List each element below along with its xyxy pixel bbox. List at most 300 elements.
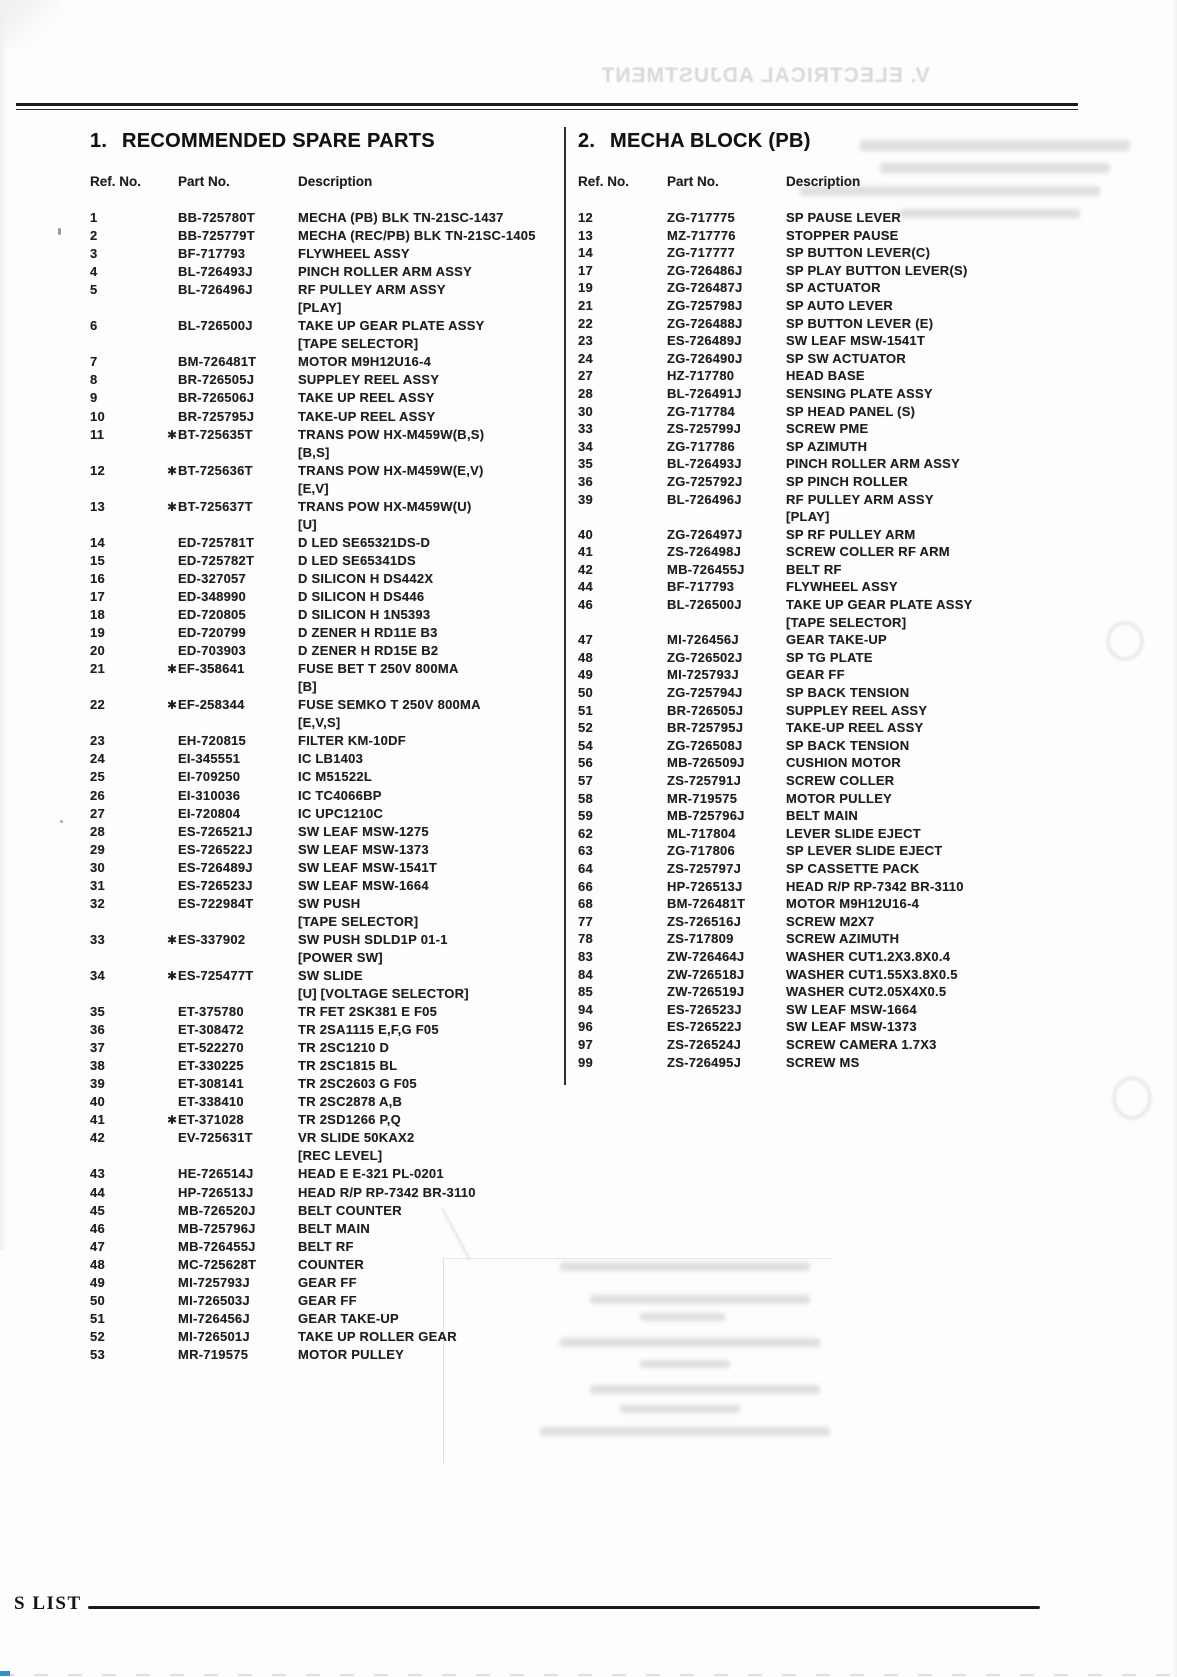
part-no-cell: ZG-726508J xyxy=(667,737,743,753)
part-no-cell: MI-725793J xyxy=(178,1274,250,1290)
part-no-cell: BL-726491J xyxy=(667,385,742,401)
ref-no-cell xyxy=(578,614,667,632)
description-cell: LEVER SLIDE EJECT xyxy=(786,825,921,841)
part-no-cell: ZS-726498J xyxy=(667,544,742,560)
description-cell: SP PAUSE LEVER xyxy=(786,210,901,225)
table-row xyxy=(578,332,1138,350)
ref-no-cell: 8 xyxy=(90,372,98,388)
table-row-continuation xyxy=(90,678,540,696)
part-no-cell: ES-722984T xyxy=(178,895,254,911)
table-row xyxy=(578,930,1138,948)
description-cell: CUSHION MOTOR xyxy=(786,755,901,771)
ref-no-cell: 33 xyxy=(90,931,105,947)
table-row xyxy=(90,353,540,371)
ref-no-cell: 20 xyxy=(90,643,105,659)
description-cell: IC TC4066BP xyxy=(298,787,382,803)
ref-no-cell: 77 xyxy=(578,913,593,929)
ref-no-cell: 4 xyxy=(90,264,98,280)
table-row xyxy=(578,455,1138,473)
part-no-cell: BR-726505J xyxy=(178,372,255,388)
part-no-cell: BL-726493J xyxy=(178,264,253,280)
ref-no-cell: 45 xyxy=(90,1202,105,1218)
table-row xyxy=(90,660,540,678)
description-cell: WASHER CUT1.2X3.8X0.4 xyxy=(786,948,951,964)
ref-no-cell xyxy=(90,1147,178,1165)
description-cell: GEAR FF xyxy=(786,667,845,683)
description-cell: SCREW COLLER xyxy=(786,773,895,788)
table-row xyxy=(90,1057,540,1075)
ref-no-cell: 22 xyxy=(578,315,593,331)
description-cell: TR 2SC1210 D xyxy=(298,1040,390,1056)
table-row xyxy=(578,491,1138,509)
table-row xyxy=(578,297,1138,315)
table-row-continuation xyxy=(90,913,540,931)
ref-no-cell: 17 xyxy=(578,262,593,278)
part-no-cell: ED-327057 xyxy=(178,570,247,586)
ref-no-cell: 26 xyxy=(90,787,105,803)
table-row xyxy=(578,209,1138,227)
part-no-cell: ES-726521J xyxy=(178,823,253,839)
ref-no-cell: 42 xyxy=(578,561,593,577)
ref-no-cell: 9 xyxy=(90,390,98,406)
part-no-cell xyxy=(178,516,298,534)
ref-no-cell: 49 xyxy=(578,667,593,683)
part-no-cell xyxy=(178,985,298,1003)
description-cell: SP BACK TENSION xyxy=(786,737,910,753)
table-row xyxy=(578,1054,1138,1072)
section-title xyxy=(578,130,1138,153)
part-no-cell: ED-725781T xyxy=(178,534,255,550)
table-row xyxy=(578,350,1138,368)
ref-no-cell: 19 xyxy=(578,280,593,296)
bleedthrough-smudge xyxy=(590,1385,820,1394)
table-header xyxy=(578,174,1138,192)
description-cell: IC UPC1210C xyxy=(298,805,384,821)
part-no-cell: BB-725779T xyxy=(178,228,255,244)
column-header-description: Description xyxy=(298,174,373,189)
table-row xyxy=(90,1075,540,1093)
part-no-cell: ET-308472 xyxy=(178,1022,244,1038)
ref-no-cell: 48 xyxy=(90,1256,105,1272)
description-cell: TAKE UP ROLLER GEAR xyxy=(298,1328,457,1344)
part-no-cell: ZG-726486J xyxy=(667,262,743,278)
part-no-cell: BM-726481T xyxy=(178,354,257,370)
description-cell: SP TG PLATE xyxy=(786,649,873,665)
part-no-cell xyxy=(178,480,298,498)
table-row xyxy=(578,895,1138,913)
part-no-cell: ZG-725798J xyxy=(667,297,743,313)
part-no-cell: ZG-725792J xyxy=(667,473,743,489)
table-row xyxy=(90,462,540,480)
ref-no-cell: 53 xyxy=(90,1346,105,1362)
critical-part-asterisk: ✱ xyxy=(167,932,178,947)
table-row xyxy=(90,371,540,389)
ref-no-cell: 39 xyxy=(90,1076,105,1092)
ref-no-cell xyxy=(90,678,178,696)
ref-no-cell: 2 xyxy=(90,228,98,244)
ref-no-cell: 43 xyxy=(90,1166,105,1182)
ref-no-cell: 6 xyxy=(90,318,98,334)
critical-part-asterisk: ✱ xyxy=(167,427,178,442)
description-cell: TRANS POW HX-M459W(E,V) xyxy=(298,462,484,478)
ref-no-cell: 58 xyxy=(578,790,593,806)
critical-part-asterisk: ✱ xyxy=(167,662,178,677)
ref-no-cell: 28 xyxy=(578,385,593,401)
table-row xyxy=(90,408,540,426)
description-cell: SCREW MS xyxy=(786,1054,860,1070)
ref-no-cell: 37 xyxy=(90,1040,105,1056)
bleedthrough-smudge xyxy=(540,1427,830,1436)
description-cell: TAKE UP GEAR PLATE ASSY xyxy=(298,318,485,334)
description-cell: [U] [VOLTAGE SELECTOR] xyxy=(298,986,469,1002)
table-row-continuation xyxy=(90,985,540,1003)
ref-no-cell: 12 xyxy=(578,210,593,225)
description-cell: TR 2SC2603 G F05 xyxy=(298,1076,417,1092)
critical-part-asterisk: ✱ xyxy=(167,1113,178,1128)
ref-no-cell xyxy=(90,913,178,931)
ref-no-cell: 22 xyxy=(90,697,105,713)
ref-no-cell: 46 xyxy=(578,597,593,613)
part-no-cell xyxy=(178,949,298,967)
part-no-cell: ZG-726497J xyxy=(667,526,743,542)
description-cell: PINCH ROLLER ARM ASSY xyxy=(786,456,961,472)
column-header-ref-no: Ref. No. xyxy=(90,174,142,189)
ref-no-cell xyxy=(90,299,178,317)
table-row-continuation xyxy=(90,444,540,462)
table-row xyxy=(578,596,1138,614)
bleedthrough-smudge xyxy=(640,1360,730,1368)
ref-no-cell: 12 xyxy=(90,462,105,478)
table-row xyxy=(90,1346,540,1364)
ref-no-cell: 54 xyxy=(578,737,593,753)
description-cell: BELT MAIN xyxy=(786,808,859,824)
table-row xyxy=(578,403,1138,421)
part-no-cell: ZG-717786 xyxy=(667,438,736,454)
table-row xyxy=(90,877,540,895)
part-no-cell: BR-726506J xyxy=(178,390,255,406)
description-cell: TR 2SD1266 P,Q xyxy=(298,1112,401,1128)
description-cell: D LED SE65341DS xyxy=(298,552,416,568)
part-no-cell xyxy=(667,508,786,526)
ref-no-cell: 39 xyxy=(578,491,593,507)
section-title xyxy=(90,130,540,153)
bleedthrough-smudge xyxy=(640,1313,725,1321)
table-row-continuation xyxy=(90,949,540,967)
part-no-cell: ED-720799 xyxy=(178,625,247,641)
description-cell: FLYWHEEL ASSY xyxy=(298,246,410,262)
table-row xyxy=(90,1021,540,1039)
description-cell: SP SW ACTUATOR xyxy=(786,350,907,366)
ref-no-cell: 21 xyxy=(90,661,105,677)
description-cell: [U] xyxy=(298,516,317,532)
table-row xyxy=(90,1165,540,1183)
part-no-cell: ZG-726502J xyxy=(667,649,743,665)
description-cell: D ZENER H RD11E B3 xyxy=(298,625,438,641)
description-cell: SW PUSH SDLD1P 01-1 xyxy=(298,931,448,947)
description-cell: SP RF PULLEY ARM xyxy=(786,526,916,542)
table-row xyxy=(578,1018,1138,1036)
part-no-cell: MZ-717776 xyxy=(667,227,736,243)
table-row xyxy=(90,967,540,985)
ref-no-cell: 18 xyxy=(90,607,105,623)
description-cell: SP PINCH ROLLER xyxy=(786,473,908,489)
description-cell: [E,V] xyxy=(298,480,329,496)
section-recommended-spare-parts xyxy=(90,130,540,1362)
table-row xyxy=(90,534,540,552)
table-row xyxy=(578,473,1138,491)
part-no-cell: ✱BT-725637T xyxy=(178,498,298,516)
footer-rule xyxy=(88,1606,1040,1609)
ref-no-cell: 97 xyxy=(578,1036,593,1052)
description-cell: GEAR TAKE-UP xyxy=(786,632,887,648)
part-no-cell xyxy=(178,913,298,931)
part-no-cell: HZ-717780 xyxy=(667,368,735,384)
critical-part-asterisk: ✱ xyxy=(167,499,178,514)
ref-no-cell: 57 xyxy=(578,773,593,788)
part-no-cell xyxy=(178,678,298,696)
part-no-cell: EH-720815 xyxy=(178,733,247,749)
part-no-cell: EI-310036 xyxy=(178,787,241,803)
table-row xyxy=(90,841,540,859)
ref-no-cell xyxy=(578,508,667,526)
table-row xyxy=(90,787,540,805)
description-cell: HEAD BASE xyxy=(786,368,865,384)
section-number: 1. xyxy=(90,130,108,152)
description-cell: SP BACK TENSION xyxy=(786,685,910,701)
table-row xyxy=(578,684,1138,702)
ref-no-cell xyxy=(90,985,178,1003)
ref-no-cell: 3 xyxy=(90,246,98,262)
ref-no-cell: 23 xyxy=(90,733,105,749)
ref-no-cell: 14 xyxy=(578,245,593,261)
ref-no-cell: 17 xyxy=(90,588,105,604)
description-cell: TR 2SC1815 BL xyxy=(298,1058,398,1074)
table-row xyxy=(90,1129,540,1147)
part-no-cell: ML-717804 xyxy=(667,825,736,841)
description-cell: TAKE-UP REEL ASSY xyxy=(786,720,924,736)
ref-no-cell xyxy=(90,949,178,967)
scan-corner-smudge xyxy=(0,0,62,48)
description-cell: IC LB1403 xyxy=(298,751,364,767)
description-cell: SP AUTO LEVER xyxy=(786,297,894,313)
part-no-cell: BL-726493J xyxy=(667,456,742,472)
part-no-cell: ZS-725791J xyxy=(667,773,742,788)
table-row xyxy=(90,859,540,877)
table-row xyxy=(578,279,1138,297)
description-cell: HEAD E E-321 PL-0201 xyxy=(298,1166,444,1182)
description-cell: D ZENER H RD15E B2 xyxy=(298,643,439,659)
table-row xyxy=(578,385,1138,403)
ref-no-cell: 29 xyxy=(90,841,105,857)
table-row xyxy=(90,750,540,768)
description-cell: SP PLAY BUTTON LEVER(S) xyxy=(786,262,968,278)
part-no-cell: BR-726505J xyxy=(667,702,744,718)
scan-blue-mark xyxy=(0,1671,10,1676)
part-no-cell: ES-726523J xyxy=(178,877,253,893)
description-cell: SW SLIDE xyxy=(298,967,363,983)
table-row xyxy=(578,966,1138,984)
table-row xyxy=(578,807,1138,825)
description-cell: [E,V,S] xyxy=(298,715,341,731)
ref-no-cell: 42 xyxy=(90,1130,105,1146)
table-row-continuation xyxy=(90,1147,540,1165)
part-no-cell: ET-330225 xyxy=(178,1058,244,1074)
table-row xyxy=(578,790,1138,808)
scan-left-edge xyxy=(0,0,7,1250)
table-row xyxy=(578,860,1138,878)
description-cell: MOTOR PULLEY xyxy=(298,1346,405,1362)
table-row xyxy=(90,1093,540,1111)
table-row xyxy=(578,1001,1138,1019)
section-number: 2. xyxy=(578,130,596,152)
scan-bottom-edge xyxy=(0,1674,1177,1676)
description-cell: SP CASSETTE PACK xyxy=(786,860,920,876)
table-row xyxy=(90,1184,540,1202)
description-cell: IC M51522L xyxy=(298,769,373,785)
description-cell: [TAPE SELECTOR] xyxy=(298,336,419,352)
table-header xyxy=(90,174,540,192)
part-no-cell: EI-345551 xyxy=(178,751,241,767)
ref-no-cell xyxy=(90,516,178,534)
description-cell: WASHER CUT2.05X4X0.5 xyxy=(786,984,947,1000)
part-no-cell: ZG-726490J xyxy=(667,350,743,366)
ref-no-cell: 34 xyxy=(578,438,593,454)
table-row xyxy=(90,426,540,444)
part-no-cell: ZS-726524J xyxy=(667,1036,742,1052)
ref-no-cell: 49 xyxy=(90,1274,105,1290)
ref-no-cell xyxy=(90,335,178,353)
ref-no-cell: 34 xyxy=(90,967,105,983)
description-cell: RF PULLEY ARM ASSY xyxy=(298,282,446,298)
part-no-cell: ZS-717809 xyxy=(667,931,734,947)
ref-no-cell: 24 xyxy=(578,350,593,366)
description-cell: SUPPLEY REEL ASSY xyxy=(786,702,928,718)
description-cell: D SILICON H DS446 xyxy=(298,588,425,604)
table-row-continuation xyxy=(90,480,540,498)
table-row xyxy=(578,754,1138,772)
description-cell: FILTER KM-10DF xyxy=(298,733,406,749)
ref-no-cell: 44 xyxy=(90,1184,105,1200)
ref-no-cell: 31 xyxy=(90,877,105,893)
part-no-cell: ZG-717806 xyxy=(667,843,736,859)
ref-no-cell: 14 xyxy=(90,534,105,550)
table-row xyxy=(90,498,540,516)
ref-no-cell: 23 xyxy=(578,333,593,349)
table-row xyxy=(578,543,1138,561)
parts-table-body xyxy=(578,209,1138,1071)
table-row xyxy=(90,895,540,913)
description-cell: SP ACTUATOR xyxy=(786,280,881,296)
table-row-continuation xyxy=(578,614,1138,632)
part-no-cell: MI-726503J xyxy=(178,1292,250,1308)
ref-no-cell: 41 xyxy=(578,544,593,560)
part-no-cell: HP-726513J xyxy=(178,1184,254,1200)
table-row xyxy=(578,913,1138,931)
part-no-cell: ZS-726495J xyxy=(667,1054,742,1070)
table-row xyxy=(90,768,540,786)
ref-no-cell: 84 xyxy=(578,966,593,982)
table-row xyxy=(90,1274,540,1292)
part-no-cell xyxy=(178,299,298,317)
part-no-cell: ED-725782T xyxy=(178,552,255,568)
ref-no-cell: 40 xyxy=(90,1094,105,1110)
part-no-cell xyxy=(178,444,298,462)
table-row-continuation xyxy=(90,299,540,317)
part-no-cell: BR-725795J xyxy=(178,408,255,424)
table-row xyxy=(90,281,540,299)
ref-no-cell: 78 xyxy=(578,931,593,947)
table-row xyxy=(90,570,540,588)
part-no-cell: BR-725795J xyxy=(667,720,744,736)
table-row-continuation xyxy=(90,714,540,732)
ref-no-cell: 35 xyxy=(578,456,593,472)
table-row xyxy=(90,552,540,570)
part-no-cell: MB-726455J xyxy=(178,1238,256,1254)
scan-right-edge xyxy=(1172,0,1177,1677)
parts-table-body xyxy=(90,209,540,1364)
column-header-ref-no: Ref. No. xyxy=(578,174,630,189)
part-no-cell: ZG-725794J xyxy=(667,685,743,701)
ref-no-cell: 36 xyxy=(90,1022,105,1038)
description-cell: [PLAY] xyxy=(298,300,342,316)
ref-no-cell: 44 xyxy=(578,579,593,595)
description-cell: TAKE UP REEL ASSY xyxy=(298,390,435,406)
description-cell: SW LEAF MSW-1373 xyxy=(786,1019,917,1035)
description-cell: D SILICON H DS442X xyxy=(298,570,434,586)
table-row xyxy=(578,772,1138,790)
table-row xyxy=(90,1310,540,1328)
ref-no-cell: 94 xyxy=(578,1001,593,1017)
description-cell: SW LEAF MSW-1664 xyxy=(786,1001,917,1017)
ref-no-cell: 48 xyxy=(578,649,593,665)
column-header-part-no: Part No. xyxy=(178,174,230,189)
part-no-cell: EI-709250 xyxy=(178,769,241,785)
top-double-rule xyxy=(16,103,1078,110)
description-cell: SCREW M2X7 xyxy=(786,913,875,929)
description-cell: PINCH ROLLER ARM ASSY xyxy=(298,264,473,280)
part-no-cell: ED-348990 xyxy=(178,588,247,604)
ref-no-cell: 46 xyxy=(90,1220,105,1236)
critical-part-asterisk: ✱ xyxy=(167,463,178,478)
part-no-cell xyxy=(178,335,298,353)
description-cell: SP BUTTON LEVER (E) xyxy=(786,315,934,331)
table-row xyxy=(578,737,1138,755)
table-row xyxy=(90,588,540,606)
description-cell: D SILICON H 1N5393 xyxy=(298,607,431,623)
part-no-cell: BB-725780T xyxy=(178,210,255,225)
description-cell: BELT RF xyxy=(298,1238,354,1254)
description-cell: GEAR TAKE-UP xyxy=(298,1310,399,1326)
description-cell: MOTOR M9H12U16-4 xyxy=(786,896,920,912)
part-no-cell: ED-720805 xyxy=(178,607,247,623)
ref-no-cell: 50 xyxy=(90,1292,105,1308)
table-row xyxy=(578,367,1138,385)
part-no-cell: ES-726522J xyxy=(667,1019,742,1035)
description-cell: MECHA (REC/PB) BLK TN-21SC-1405 xyxy=(298,228,536,244)
description-cell: [B] xyxy=(298,679,317,695)
description-cell: SW PUSH xyxy=(298,895,361,911)
bleedthrough-smudge xyxy=(620,1405,740,1413)
ref-no-cell: 1 xyxy=(90,210,98,225)
description-cell: SW LEAF MSW-1541T xyxy=(298,859,438,875)
description-cell: TRANS POW HX-M459W(U) xyxy=(298,498,472,514)
description-cell: HEAD R/P RP-7342 BR-3110 xyxy=(786,878,964,894)
description-cell: SP BUTTON LEVER(C) xyxy=(786,245,931,261)
description-cell: SW LEAF MSW-1275 xyxy=(298,823,429,839)
ref-no-cell: 7 xyxy=(90,354,98,370)
description-cell: SUPPLEY REEL ASSY xyxy=(298,372,440,388)
ref-no-cell: 28 xyxy=(90,823,105,839)
